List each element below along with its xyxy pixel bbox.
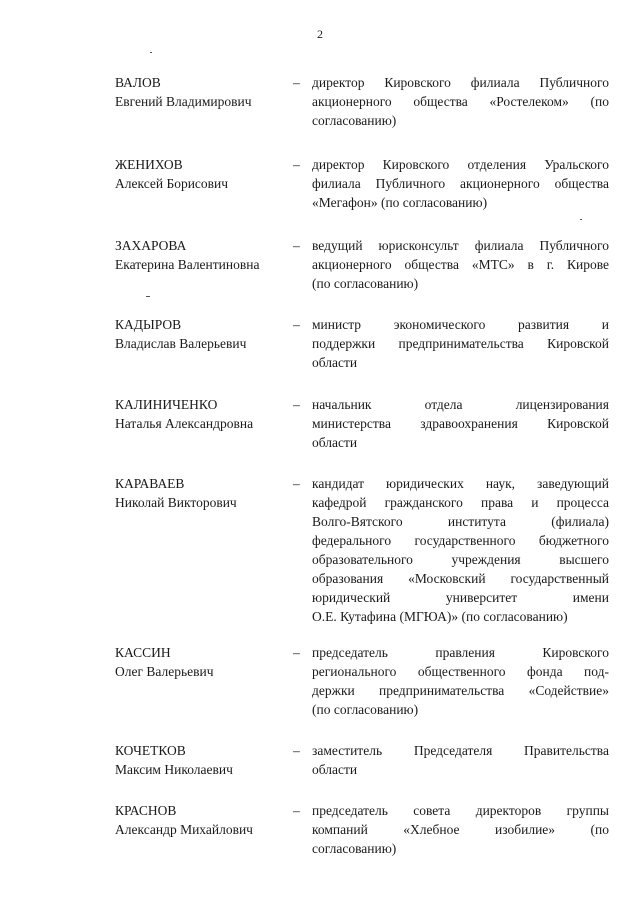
- member-given-names: Евгений Владимирович: [115, 94, 252, 109]
- list-item: [115, 236, 609, 293]
- member-position: [312, 395, 609, 452]
- member-position: [312, 741, 609, 779]
- list-item: [115, 801, 609, 858]
- dash-separator: –: [293, 803, 300, 818]
- position-line: акционерного общества «МТС» в г. Кирове: [312, 257, 609, 272]
- member-position: [312, 315, 609, 372]
- position-line: области: [312, 355, 358, 370]
- position-line: кафедрой гражданского права и процесса: [312, 495, 609, 510]
- member-name: [115, 155, 293, 193]
- dash-separator: –: [293, 645, 300, 660]
- member-position: [312, 155, 609, 212]
- position-line: юридический университет имени: [312, 590, 609, 605]
- position-line: директор Кировского филиала Публичного: [312, 75, 609, 90]
- member-surname: КАРАВАЕВ: [115, 476, 185, 491]
- position-line: кандидат юридических наук, заведующий: [312, 476, 609, 491]
- position-line: О.Е. Кутафина (МГЮА)» (по согласованию): [312, 609, 568, 624]
- member-position: [312, 801, 609, 858]
- member-position: [312, 73, 609, 130]
- member-given-names: Екатерина Валентиновна: [115, 257, 260, 272]
- member-surname: КРАСНОВ: [115, 803, 177, 818]
- member-surname: КАДЫРОВ: [115, 317, 182, 332]
- dash-separator: –: [293, 743, 300, 758]
- scan-speck: [580, 219, 582, 220]
- position-line: согласованию): [312, 113, 397, 128]
- member-surname: КАЛИНИЧЕНКО: [115, 397, 218, 412]
- member-position: [312, 236, 609, 293]
- position-line: председатель правления Кировского: [312, 645, 609, 660]
- member-surname: ЗАХАРОВА: [115, 238, 187, 253]
- position-line: директор Кировского отделения Уральского: [312, 157, 609, 172]
- member-name: [115, 236, 293, 274]
- position-line: образовательного учреждения высшего: [312, 552, 609, 567]
- list-item: [115, 73, 609, 130]
- position-line: заместитель Председателя Правительства: [312, 743, 609, 758]
- position-line: Волго-Вятского института (филиала): [312, 514, 609, 529]
- position-line: (по согласованию): [312, 276, 419, 291]
- dash-separator: –: [293, 75, 300, 90]
- member-given-names: Николай Викторович: [115, 495, 237, 510]
- position-line: министр экономического развития и: [312, 317, 609, 332]
- member-name: [115, 643, 293, 681]
- position-line: акционерного общества «Ростелеком» (по: [312, 94, 609, 109]
- dash-separator: –: [293, 397, 300, 412]
- member-given-names: Олег Валерьевич: [115, 664, 214, 679]
- position-line: регионального общественного фонда под-: [312, 664, 609, 679]
- member-name: [115, 474, 293, 512]
- position-line: (по согласованию): [312, 702, 419, 717]
- position-line: области: [312, 435, 358, 450]
- member-given-names: Наталья Александровна: [115, 416, 254, 431]
- member-given-names: Алексей Борисович: [115, 176, 229, 191]
- member-name: [115, 395, 293, 433]
- position-line: поддержки предпринимательства Кировской: [312, 336, 609, 351]
- member-name: [115, 801, 293, 839]
- position-line: согласованию): [312, 841, 397, 856]
- position-line: начальник отдела лицензирования: [312, 397, 609, 412]
- position-line: председатель совета директоров группы: [312, 803, 609, 818]
- scan-speck: [150, 52, 152, 53]
- member-given-names: Максим Николаевич: [115, 762, 233, 777]
- list-item: [115, 474, 609, 626]
- member-position: [312, 643, 609, 719]
- position-line: компаний «Хлебное изобилие» (по: [312, 822, 609, 837]
- member-surname: КАССИН: [115, 645, 171, 660]
- member-name: [115, 315, 293, 353]
- position-line: области: [312, 762, 358, 777]
- list-item: [115, 395, 609, 452]
- member-surname: ЖЕНИХОВ: [115, 157, 183, 172]
- position-line: ведущий юрисконсульт филиала Публичного: [312, 238, 609, 253]
- member-position: [312, 474, 609, 626]
- dash-separator: –: [293, 317, 300, 332]
- member-surname: ВАЛОВ: [115, 75, 161, 90]
- member-given-names: Владислав Валерьевич: [115, 336, 247, 351]
- list-item: [115, 315, 609, 372]
- position-line: образования «Московский государственный: [312, 571, 609, 586]
- member-name: [115, 73, 293, 111]
- position-line: «Мегафон» (по согласованию): [312, 195, 488, 210]
- scan-speck: [146, 296, 150, 297]
- position-line: держки предпринимательства «Содействие»: [312, 683, 609, 698]
- page-number: 2: [317, 27, 323, 41]
- position-line: федерального государственного бюджетного: [312, 533, 609, 548]
- member-name: [115, 741, 293, 779]
- list-item: [115, 643, 609, 719]
- member-given-names: Александр Михайлович: [115, 822, 253, 837]
- dash-separator: –: [293, 476, 300, 491]
- position-line: министерства здравоохранения Кировской: [312, 416, 609, 431]
- list-item: [115, 155, 609, 212]
- member-surname: КОЧЕТКОВ: [115, 743, 186, 758]
- list-item: [115, 741, 609, 779]
- dash-separator: –: [293, 238, 300, 253]
- dash-separator: –: [293, 157, 300, 172]
- position-line: филиала Публичного акционерного общества: [312, 176, 609, 191]
